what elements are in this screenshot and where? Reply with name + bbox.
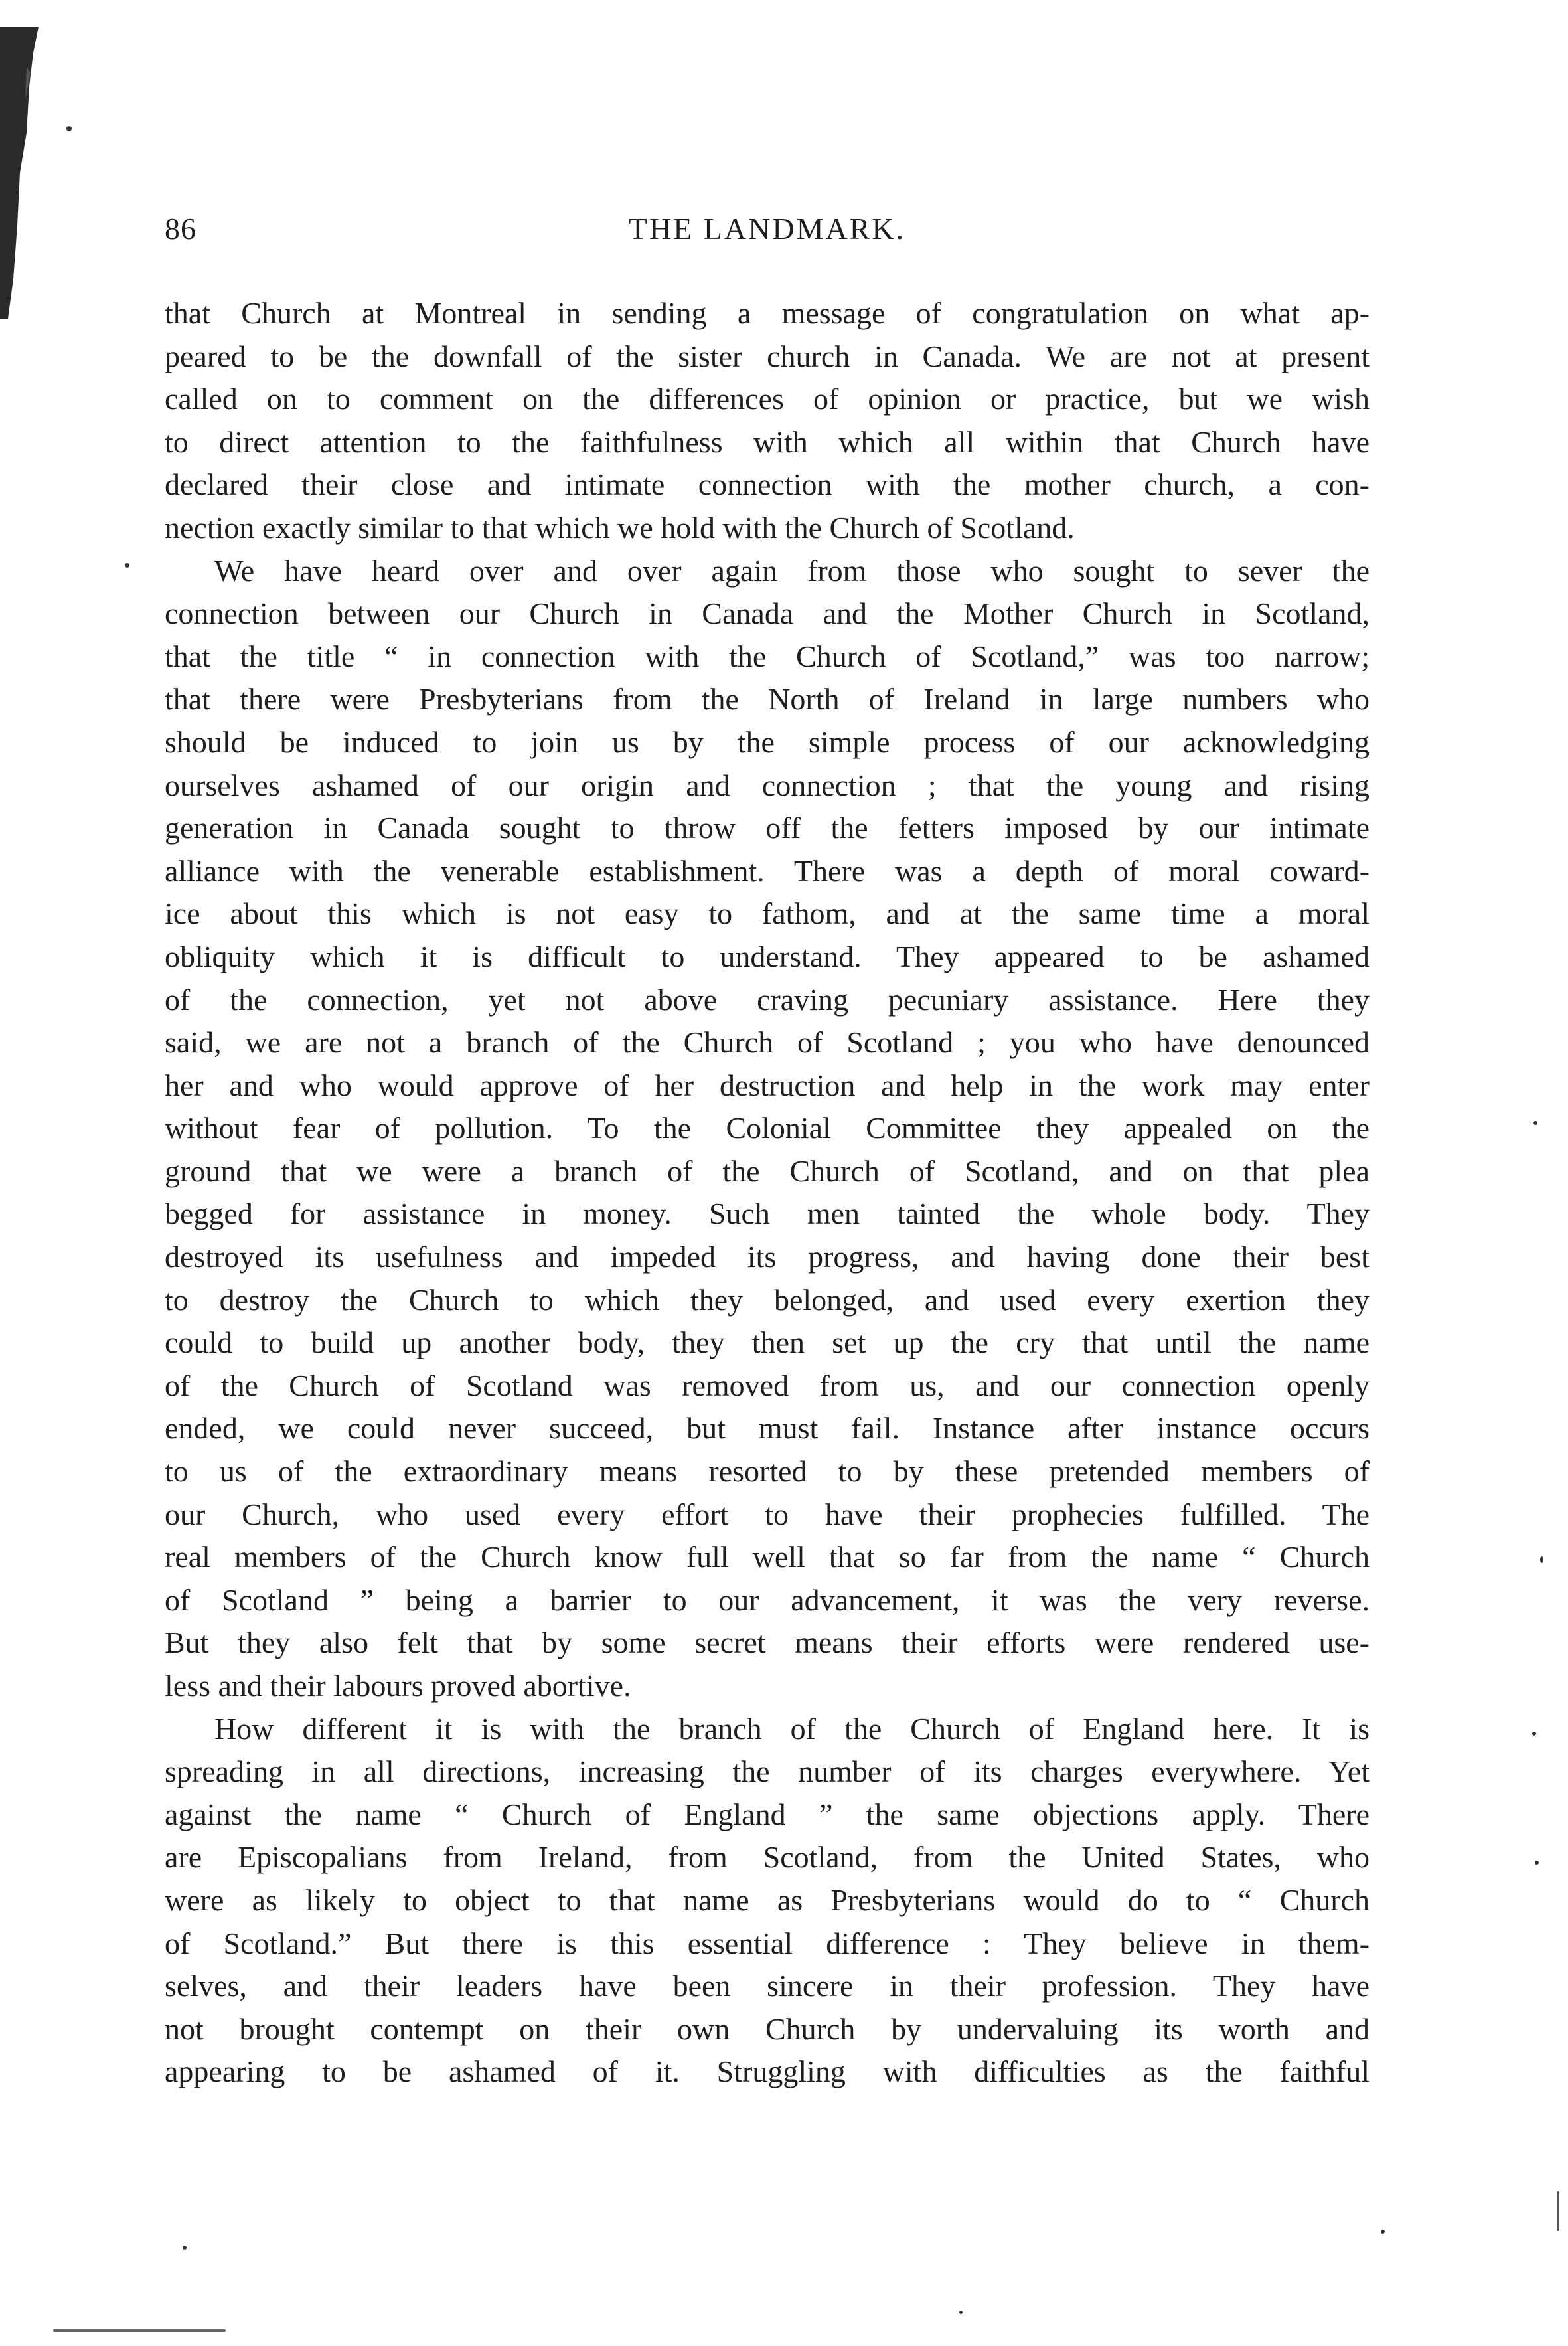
text-line: nection exactly similar to that which we hold with the Church of Scotland. (165, 510, 1075, 545)
text-line: appearing to be ashamed of it. Struggling with difficulties as the faithful (165, 2054, 1370, 2089)
text-line: were as likely to object to that name as Presbyterians would do to “ Church (165, 1883, 1370, 1917)
text-line: real members of the Church know full well that so far from the name “ Church (165, 1540, 1370, 1574)
text-line: How different it is with the branch of the Church of England here. It is (214, 1711, 1370, 1746)
body-text (165, 292, 1370, 2094)
scan-speck (1535, 1861, 1539, 1865)
text-line: called on to comment on the differences of opinion or practice, but we wish (165, 382, 1370, 416)
text-line: spreading in all directions, increasing the number of its charges everywhere. Yet (165, 1754, 1370, 1789)
text-line: peared to be the downfall of the sister church in Canada. We are not at present (165, 339, 1370, 373)
text-line: to direct attention to the faithfulness with which all within that Church have (165, 424, 1370, 459)
text-line: ended, we could never succeed, but must fail. Instance after instance occurs (165, 1411, 1370, 1446)
text-line: are Episcopalians from Ireland, from Scotland, from the United States, who (165, 1840, 1370, 1875)
text-line: that there were Presbyterians from the North of Ireland in large numbers who (165, 682, 1370, 716)
text-line: destroyed its usefulness and impeded its progress, and having done their best (165, 1240, 1370, 1274)
text-line: not brought contempt on their own Church by undervaluing its worth and (165, 2011, 1370, 2046)
scan-speck (183, 2246, 187, 2250)
text-line: alliance with the venerable establishment. There was a depth of moral coward- (165, 853, 1370, 888)
text-line: that Church at Montreal in sending a message of congratulation on what ap- (165, 296, 1370, 330)
text-line: of the Church of Scotland was removed from us, and our connection openly (165, 1368, 1370, 1402)
scan-speck (66, 126, 72, 131)
scan-speck (1540, 1556, 1543, 1563)
text-line: could to build up another body, they then set up the cry that until the name (165, 1325, 1370, 1360)
running-title: THE LANDMARK. (628, 212, 906, 246)
text-line: ourselves ashamed of our origin and connection ; that the young and rising (165, 768, 1370, 802)
text-line: generation in Canada sought to throw off the fetters imposed by our intimate (165, 811, 1370, 845)
text-line: declared their close and intimate connection with the mother church, a con- (165, 467, 1370, 502)
page-header (165, 211, 1370, 258)
scan-edge-artifact (0, 27, 40, 319)
scan-speck (1381, 2230, 1385, 2234)
text-line: But they also felt that by some secret means their efforts were rendered use- (165, 1626, 1370, 1660)
scan-speck (1532, 1732, 1536, 1736)
text-line: that the title “ in connection with the Church of Scotland,” was too narrow; (165, 639, 1370, 673)
text-line: ground that we were a branch of the Church of Scotland, and on that plea (165, 1153, 1370, 1188)
scan-speck (959, 2311, 963, 2314)
text-line: obliquity which it is difficult to understand. They appeared to be ashamed (165, 939, 1370, 973)
text-line: to destroy the Church to which they belonged, and used every exertion they (165, 1282, 1370, 1317)
text-line: our Church, who used every effort to have their prophecies fulfilled. The (165, 1497, 1370, 1531)
text-line: said, we are not a branch of the Church of Scotland ; you who have denounced (165, 1025, 1370, 1060)
scan-speck (125, 563, 129, 568)
text-line: should be induced to join us by the simple process of our acknowledging (165, 724, 1370, 759)
text-line: of the connection, yet not above craving pecuniary assistance. Here they (165, 982, 1370, 1017)
text-line: ice about this which is not easy to fathom, and at the same time a moral (165, 896, 1370, 931)
text-line: connection between our Church in Canada and the Mother Church in Scotland, (165, 596, 1370, 631)
text-line: begged for assistance in money. Such men tainted the whole body. They (165, 1197, 1370, 1231)
text-line: less and their labours proved abortive. (165, 1669, 631, 1703)
scan-speck (53, 2329, 226, 2332)
text-line: selves, and their leaders have been sincere in their profession. They have (165, 1969, 1370, 2003)
text-line: without fear of pollution. To the Colonial Committee they appealed on the (165, 1111, 1370, 1145)
text-line: We have heard over and over again from those who sought to sever the (214, 553, 1370, 588)
scan-speck (1533, 1121, 1537, 1125)
text-line: of Scotland.” But there is this essential difference : They believe in them- (165, 1926, 1370, 1960)
text-line: of Scotland ” being a barrier to our advancement, it was the very reverse. (165, 1582, 1370, 1617)
page-number: 86 (165, 212, 196, 246)
text-line: against the name “ Church of England ” the same objections apply. There (165, 1797, 1370, 1831)
scan-speck (1557, 2191, 1559, 2231)
text-line: to us of the extraordinary means resorted to by these pretended members of (165, 1454, 1370, 1489)
text-line: her and who would approve of her destruction and help in the work may enter (165, 1068, 1370, 1102)
